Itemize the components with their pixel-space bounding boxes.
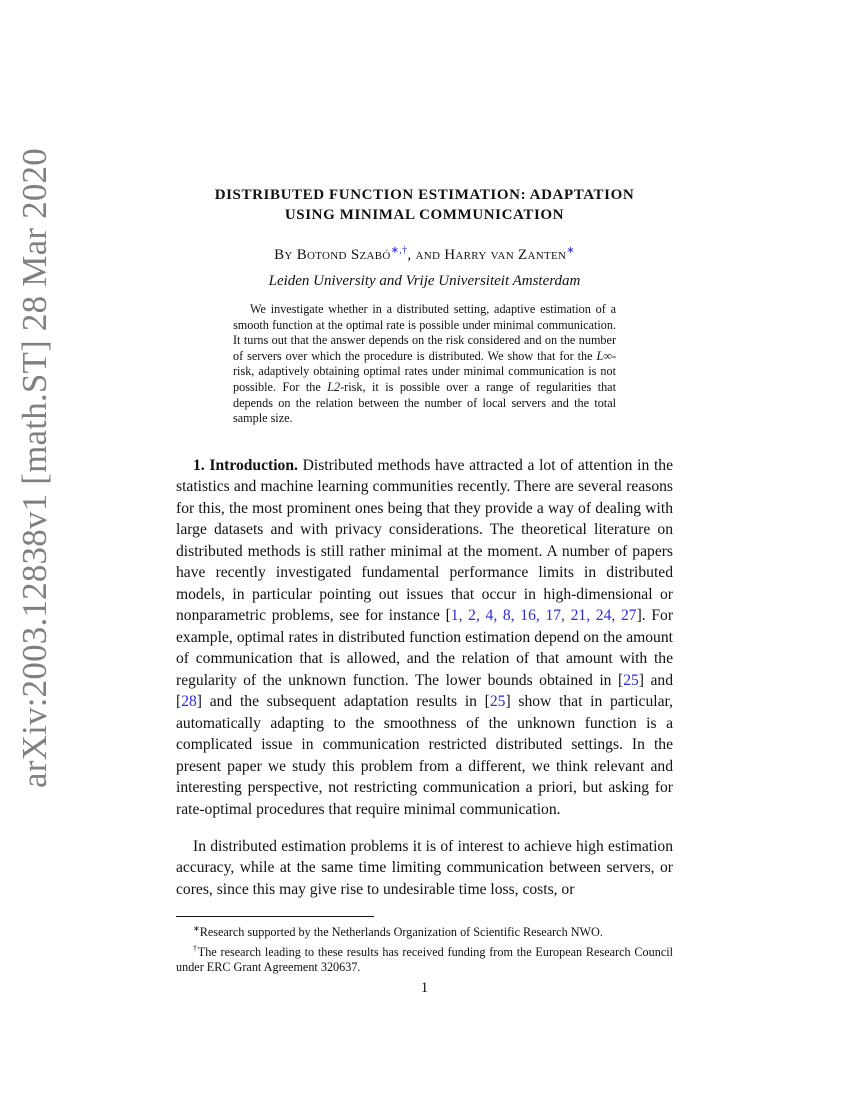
footnote-2 — [176, 941, 673, 976]
section-heading-introduction: 1. Introduction. — [193, 456, 298, 474]
footnote-1 — [176, 921, 673, 941]
abstract-text-2: -risk, adaptively obtaining optimal rates under minimal communication is not possible. For the — [233, 348, 616, 394]
body-paragraph-2: In distributed estimation problems it is of interest to achieve high estimation accuracy, while at the same time limiting communication between servers, or cores, since this may give rise to undesirable time loss, costs, or — [176, 837, 673, 898]
footnote-1-text: Research supported by the Netherlands Organization of Scientific Research NWO. — [199, 925, 603, 939]
footnote-2-mark: † — [193, 943, 198, 953]
abstract-text-1: We investigate whether in a distributed setting, adaptive estimation of a smooth function at the optimal rate is possible under minimal communication. It turns out that the answer depends on the risk considered and on the number of servers over which the procedure is distributed. We show that for the — [233, 302, 616, 363]
introduction-paragraph — [176, 455, 673, 821]
citation-25-second[interactable]: 25 — [489, 693, 506, 711]
page-number: 1 — [420, 979, 429, 996]
abstract-text-3: -risk, it is possible over a range of regularities that depends on the relation between the number of local servers and the total sample size. — [233, 379, 616, 426]
author-2: Harry van Zanten — [444, 247, 567, 263]
abstract-math-linf: L∞ — [596, 348, 612, 363]
author-2-footnote-mark[interactable]: ∗ — [566, 245, 575, 256]
citation-25[interactable]: 25 — [623, 671, 639, 689]
footnote-2-text: The research leading to these results has received funding from the European Research Council under ERC Grant Agreement 320637. — [176, 944, 673, 975]
title-line-1: DISTRIBUTED FUNCTION ESTIMATION: ADAPTATION — [214, 187, 635, 203]
footnotes — [176, 921, 673, 976]
abstract — [233, 302, 616, 427]
paper-title — [176, 185, 673, 225]
by-label: By — [274, 247, 297, 263]
author-1: Botond Szabó — [296, 247, 391, 263]
intro-text-3: ] and [ — [176, 671, 673, 711]
arxiv-stamp — [10, 147, 60, 788]
affiliation: Leiden University and Vrije Universiteit Amsterdam — [268, 273, 581, 289]
paper-page — [176, 185, 673, 997]
title-line-2: USING MINIMAL COMMUNICATION — [284, 207, 565, 223]
footnote-1-mark: ∗ — [193, 923, 200, 933]
abstract-math-l2: L2 — [327, 379, 341, 394]
citation-28[interactable]: 28 — [181, 693, 197, 711]
intro-text-5: ] show that in particular, automatically adapting to the smoothness of the unknown function is a complicated issue in communication restricted distributed settings. In the present paper we study this problem from a different, we think relevant and interesting perspective, not restricting communication a priori, but asking for rate-optimal procedures that require minimal communication. — [176, 693, 673, 818]
author-line — [176, 245, 673, 264]
citation-list[interactable]: 1, 2, 4, 8, 16, 17, 21, 24, 27 — [450, 607, 637, 625]
intro-text-1: Distributed methods have attracted a lot of attention in the statistics and machine learning communities recently. There are several reasons for this, the most prominent ones being that they provide a way of dealing with large datasets and with privacy considerations. The theoretical literature on distributed methods is still rather minimal at the moment. A number of papers have recently investigated fundamental performance limits in distributed models, in particular pointing out issues that occur in high-dimensional or nonparametric problems, see for instance [ — [176, 456, 674, 625]
arxiv-stamp-text: arXiv:2003.12838v1 [math.ST] 28 Mar 2020 — [15, 147, 54, 788]
intro-text-2: ]. For example, optimal rates in distributed function estimation depend on the amount of communication that is allowed, and the relation of that amount with the regularity of the unknown function. The lower bounds obtained in [ — [176, 607, 674, 689]
intro-text-4: ] and the subsequent adaptation results in [ — [196, 693, 490, 711]
author-1-footnote-marks[interactable]: ∗,† — [390, 245, 408, 256]
footnote-divider — [176, 916, 374, 917]
author-separator: , and — [407, 247, 445, 263]
